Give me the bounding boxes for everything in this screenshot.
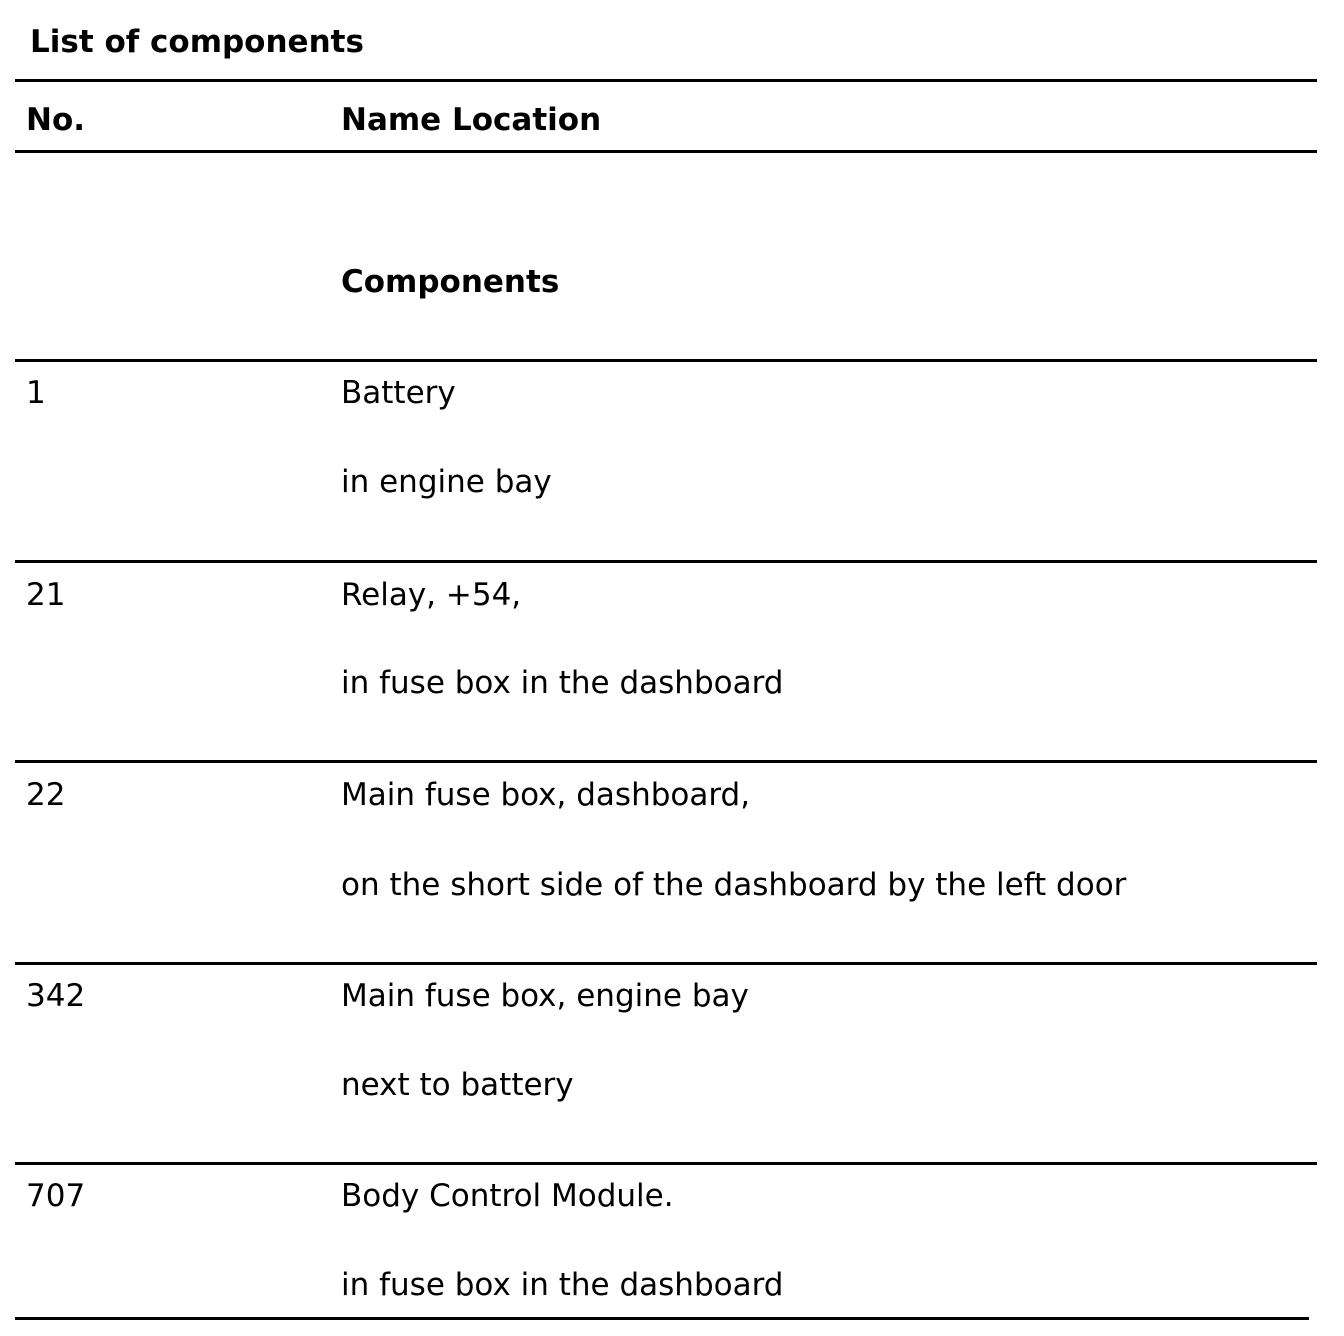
component-name: Main fuse box, dashboard, bbox=[341, 777, 751, 813]
component-location: in fuse box in the dashboard bbox=[341, 665, 784, 701]
row-number: 22 bbox=[26, 777, 66, 813]
component-location: in fuse box in the dashboard bbox=[341, 1267, 784, 1303]
divider bbox=[15, 560, 1317, 563]
divider bbox=[15, 79, 1317, 82]
row-number: 707 bbox=[26, 1178, 86, 1214]
table-title: List of components bbox=[30, 24, 364, 60]
component-name: Body Control Module. bbox=[341, 1178, 674, 1214]
divider bbox=[15, 962, 1317, 965]
divider bbox=[15, 359, 1317, 362]
section-label: Components bbox=[341, 264, 560, 300]
component-name: Battery bbox=[341, 375, 456, 411]
divider bbox=[15, 1317, 1309, 1320]
divider bbox=[15, 1162, 1317, 1165]
row-number: 1 bbox=[26, 375, 46, 411]
component-name: Main fuse box, engine bay bbox=[341, 978, 749, 1014]
row-number: 21 bbox=[26, 577, 66, 613]
divider bbox=[15, 150, 1317, 153]
header-name-location: Name Location bbox=[341, 102, 602, 138]
component-name: Relay, +54, bbox=[341, 577, 522, 613]
header-no: No. bbox=[26, 102, 86, 138]
divider bbox=[15, 760, 1317, 763]
component-location: on the short side of the dashboard by the left door bbox=[341, 867, 1127, 903]
component-location: next to battery bbox=[341, 1067, 574, 1103]
row-number: 342 bbox=[26, 978, 86, 1014]
component-location: in engine bay bbox=[341, 464, 552, 500]
